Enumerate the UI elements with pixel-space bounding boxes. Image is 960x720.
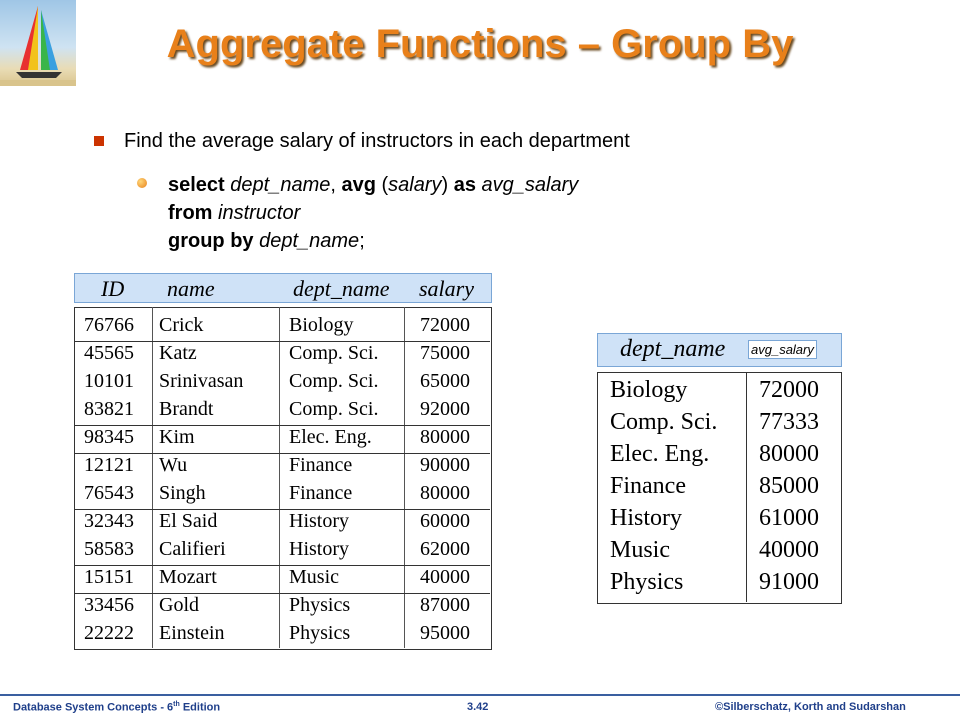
cell-dept-name: Comp. Sci.: [610, 409, 718, 435]
cell-id: 10101: [84, 370, 134, 392]
cell-dept-name: Comp. Sci.: [289, 342, 379, 364]
table-row: [74, 312, 490, 340]
table-row: [74, 620, 490, 648]
cell-salary: 80000: [420, 482, 470, 504]
table-row: [597, 472, 840, 504]
cell-id: 33456: [84, 594, 134, 616]
cell-salary: 75000: [420, 342, 470, 364]
table-row: [597, 536, 840, 568]
table-row: [74, 396, 490, 424]
table-row: [74, 424, 490, 452]
cell-id: 15151: [84, 566, 134, 588]
cell-id: 76543: [84, 482, 134, 504]
cell-id: 45565: [84, 342, 134, 364]
cell-avg-salary: 91000: [759, 569, 819, 595]
cell-id: 58583: [84, 538, 134, 560]
cell-avg-salary: 61000: [759, 505, 819, 531]
cell-salary: 80000: [420, 426, 470, 448]
cell-dept-name: Physics: [289, 622, 351, 644]
column-header-avg-salary: avg_salary: [748, 340, 817, 359]
cell-name: Kim: [159, 426, 195, 448]
table-row: [597, 376, 840, 408]
footer-page-number: 3.42: [467, 701, 489, 713]
cell-avg-salary: 80000: [759, 441, 819, 467]
column-header-salary: salary: [419, 276, 474, 301]
cell-dept-name: History: [289, 510, 349, 532]
cell-dept-name: Music: [610, 537, 670, 563]
round-bullet-icon: [137, 178, 147, 188]
sql-query: [168, 171, 578, 255]
footer-book-title: Database System Concepts - 6th Edition: [13, 701, 221, 714]
cell-id: 98345: [84, 426, 134, 448]
cell-name: Mozart: [159, 566, 217, 588]
cell-dept-name: Physics: [610, 569, 684, 595]
slide-title: Aggregate Functions – Group By: [166, 22, 794, 66]
instructor-table-header: [74, 273, 492, 303]
cell-name: Gold: [159, 594, 199, 616]
cell-name: Singh: [159, 482, 206, 504]
table-row: [597, 568, 840, 600]
table-row: [74, 536, 490, 564]
cell-dept-name: Elec. Eng.: [289, 426, 372, 448]
square-bullet-icon: [94, 136, 104, 146]
cell-id: 83821: [84, 398, 134, 420]
cell-name: Wu: [159, 454, 188, 476]
footer-copyright: ©Silberschatz, Korth and Sudarshan: [715, 701, 906, 713]
cell-id: 12121: [84, 454, 134, 476]
cell-salary: 72000: [420, 314, 470, 336]
table-row: [597, 440, 840, 472]
sql-line-3: group by dept_name;: [168, 230, 365, 252]
table-row: [74, 564, 490, 592]
cell-name: El Said: [159, 510, 218, 532]
cell-id: 22222: [84, 622, 134, 644]
cell-salary: 60000: [420, 510, 470, 532]
table-row: [74, 592, 490, 620]
footer-rule: [0, 694, 960, 696]
table-row: [74, 508, 490, 536]
bullet-text: Find the average salary of instructors in each department: [124, 130, 630, 152]
cell-dept-name: Music: [289, 566, 339, 588]
cell-avg-salary: 85000: [759, 473, 819, 499]
cell-dept-name: Biology: [610, 377, 688, 403]
sql-line-2: from instructor: [168, 202, 301, 224]
cell-salary: 92000: [420, 398, 470, 420]
cell-salary: 62000: [420, 538, 470, 560]
column-header-id: ID: [101, 276, 125, 301]
cell-name: Crick: [159, 314, 204, 336]
cell-salary: 95000: [420, 622, 470, 644]
cell-dept-name: History: [289, 538, 349, 560]
table-row: [74, 480, 490, 508]
cell-dept-name: History: [610, 505, 682, 531]
table-row: [74, 368, 490, 396]
cell-salary: 40000: [420, 566, 470, 588]
table-row: [597, 408, 840, 440]
cell-id: 32343: [84, 510, 134, 532]
cell-name: Einstein: [159, 622, 225, 644]
sql-line-1: select dept_name, avg (salary) as avg_salary: [168, 174, 579, 196]
column-header-dept-name: dept_name: [620, 336, 726, 362]
cell-salary: 65000: [420, 370, 470, 392]
cell-salary: 87000: [420, 594, 470, 616]
column-header-name: name: [167, 276, 215, 301]
cell-avg-salary: 40000: [759, 537, 819, 563]
cell-dept-name: Finance: [610, 473, 686, 499]
cell-avg-salary: 77333: [759, 409, 819, 435]
cell-avg-salary: 72000: [759, 377, 819, 403]
cell-name: Brandt: [159, 398, 214, 420]
cell-dept-name: Comp. Sci.: [289, 398, 379, 420]
cell-name: Katz: [159, 342, 197, 364]
cell-name: Srinivasan: [159, 370, 244, 392]
cell-salary: 90000: [420, 454, 470, 476]
cell-dept-name: Elec. Eng.: [610, 441, 710, 467]
cell-dept-name: Comp. Sci.: [289, 370, 379, 392]
table-row: [74, 340, 490, 368]
table-row: [597, 504, 840, 536]
cell-dept-name: Finance: [289, 482, 353, 504]
table-row: [74, 452, 490, 480]
cell-dept-name: Biology: [289, 314, 354, 336]
cell-dept-name: Finance: [289, 454, 353, 476]
cell-id: 76766: [84, 314, 134, 336]
cell-dept-name: Physics: [289, 594, 351, 616]
result-table-header: [597, 333, 842, 367]
cell-name: Califieri: [159, 538, 226, 560]
column-header-dept-name: dept_name: [293, 276, 390, 301]
